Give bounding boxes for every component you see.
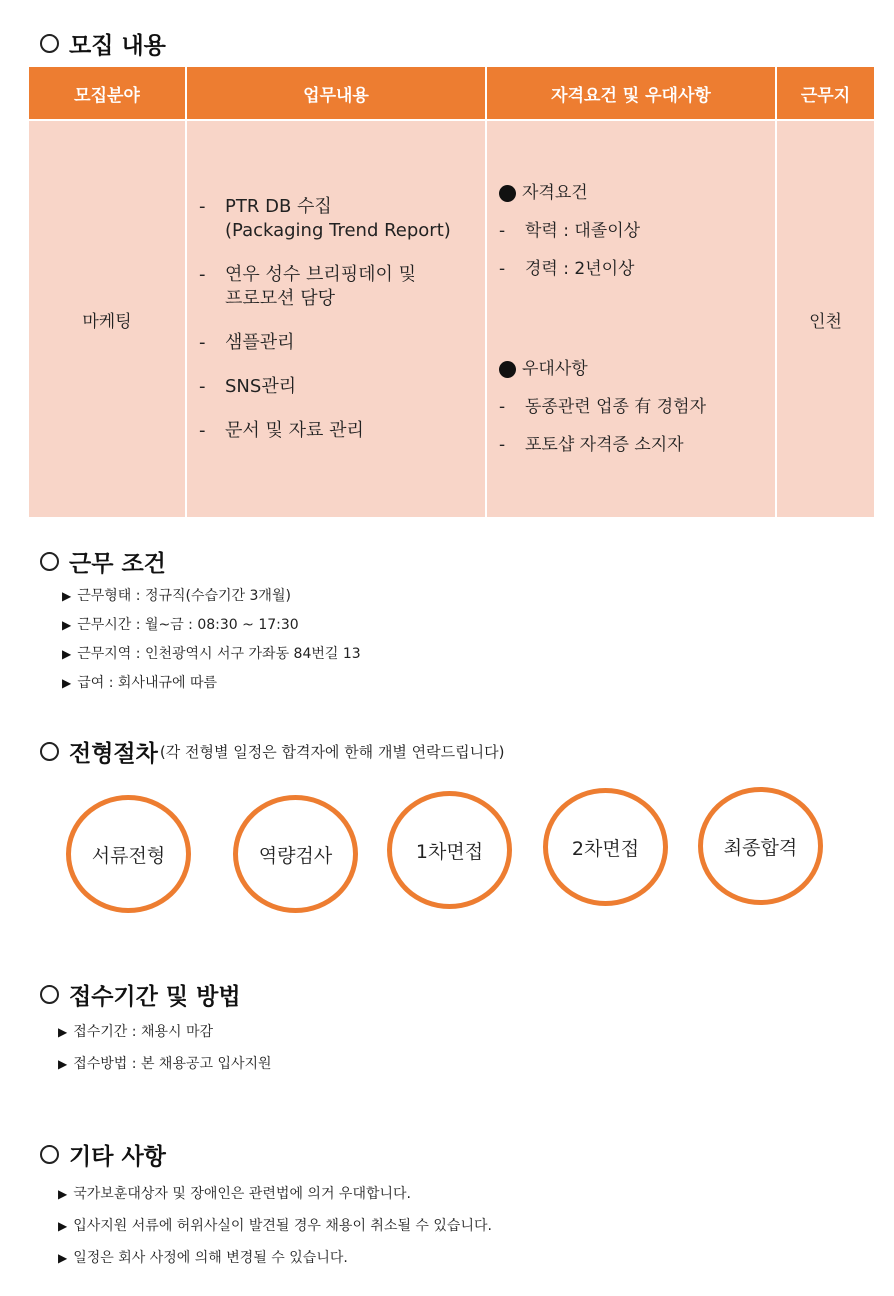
process-note: (각 전형별 일정은 합격자에 한해 개별 연락드립니다) <box>159 743 505 761</box>
section-title-etc <box>40 1138 166 1171</box>
header-duties: 업무내용 <box>186 66 486 120</box>
list-item: ▶ 일정은 회사 사정에 의해 변경될 수 있습니다. <box>58 1250 348 1266</box>
step-final-pass: 최종합격 <box>698 787 823 905</box>
preferred-heading: 우대사항 <box>499 357 775 381</box>
requirements-block <box>487 181 775 457</box>
list-item: ▶ 급여 : 회사내규에 따름 <box>62 675 218 691</box>
duties-list <box>187 195 485 443</box>
header-field: 모집분야 <box>28 66 186 120</box>
triangle-bullet-icon: ▶ <box>58 1219 68 1233</box>
section-title-text: 전형절차 <box>69 741 158 767</box>
application-list <box>58 1022 272 1083</box>
step-competency-test: 역량검사 <box>233 795 358 913</box>
list-item: ▶ 접수방법 : 본 채용공고 입사지원 <box>58 1056 272 1072</box>
triangle-bullet-icon: ▶ <box>58 1187 68 1201</box>
section-title-text: 기타 사항 <box>69 1144 166 1170</box>
list-item: - SNS관리 <box>199 376 297 397</box>
table-header-row <box>28 66 875 120</box>
step-first-interview: 1차면접 <box>387 791 512 909</box>
list-item: - 문서 및 자료 관리 <box>199 420 364 441</box>
table-row <box>28 120 875 518</box>
list-item: - 경력 : 2년이상 <box>499 259 635 279</box>
section-title-text: 근무 조건 <box>69 551 166 577</box>
section-title-process <box>40 735 504 768</box>
list-item: ▶ 근무지역 : 인천광역시 서구 가좌동 84번길 13 <box>62 646 361 662</box>
circle-bullet-icon <box>40 742 59 761</box>
section-title-text: 접수기간 및 방법 <box>69 984 241 1010</box>
triangle-bullet-icon: ▶ <box>62 647 72 661</box>
filled-circle-icon <box>499 361 516 378</box>
step-document-screening: 서류전형 <box>66 795 191 913</box>
list-item: ▶ 국가보훈대상자 및 장애인은 관련법에 의거 우대합니다. <box>58 1186 411 1202</box>
header-requirements: 자격요건 및 우대사항 <box>486 66 776 120</box>
filled-circle-icon <box>499 185 516 202</box>
cell-field: 마케팅 <box>28 120 186 518</box>
section-title-recruit <box>40 27 166 60</box>
triangle-bullet-icon: ▶ <box>62 676 72 690</box>
list-item: - 학력 : 대졸이상 <box>499 221 641 241</box>
conditions-list <box>62 586 361 702</box>
triangle-bullet-icon: ▶ <box>58 1057 68 1071</box>
circle-bullet-icon <box>40 34 59 53</box>
cell-requirements <box>486 120 776 518</box>
triangle-bullet-icon: ▶ <box>58 1025 68 1039</box>
list-item: ▶ 근무시간 : 월~금 : 08:30 ~ 17:30 <box>62 617 299 633</box>
list-item: - 동종관련 업종 有 경험자 <box>499 397 707 417</box>
list-item: ▶ 접수기간 : 채용시 마감 <box>58 1024 214 1040</box>
circle-bullet-icon <box>40 552 59 571</box>
step-second-interview: 2차면접 <box>543 788 668 906</box>
list-item: ▶ 입사지원 서류에 허위사실이 발견될 경우 채용이 취소될 수 있습니다. <box>58 1218 492 1234</box>
triangle-bullet-icon: ▶ <box>62 589 72 603</box>
cell-duties <box>186 120 486 518</box>
cell-location: 인천 <box>776 120 875 518</box>
section-title-application <box>40 978 241 1011</box>
list-item: ▶ 근무형태 : 정규직(수습기간 3개월) <box>62 588 291 604</box>
circle-bullet-icon <box>40 1145 59 1164</box>
triangle-bullet-icon: ▶ <box>62 618 72 632</box>
recruit-table <box>27 65 876 519</box>
list-item: - 포토샵 자격증 소지자 <box>499 435 684 455</box>
list-item: - PTR DB 수집 (Packaging Trend Report) <box>199 196 451 241</box>
section-title-text: 모집 내용 <box>69 33 166 59</box>
etc-list <box>58 1184 492 1277</box>
list-item: - 연우 성수 브리핑데이 및 프로모션 담당 <box>199 264 417 309</box>
circle-bullet-icon <box>40 985 59 1004</box>
header-location: 근무지 <box>776 66 875 120</box>
requirements-heading: 자격요건 <box>499 181 775 205</box>
list-item: - 샘플관리 <box>199 332 295 353</box>
triangle-bullet-icon: ▶ <box>58 1251 68 1265</box>
section-title-conditions <box>40 545 166 578</box>
